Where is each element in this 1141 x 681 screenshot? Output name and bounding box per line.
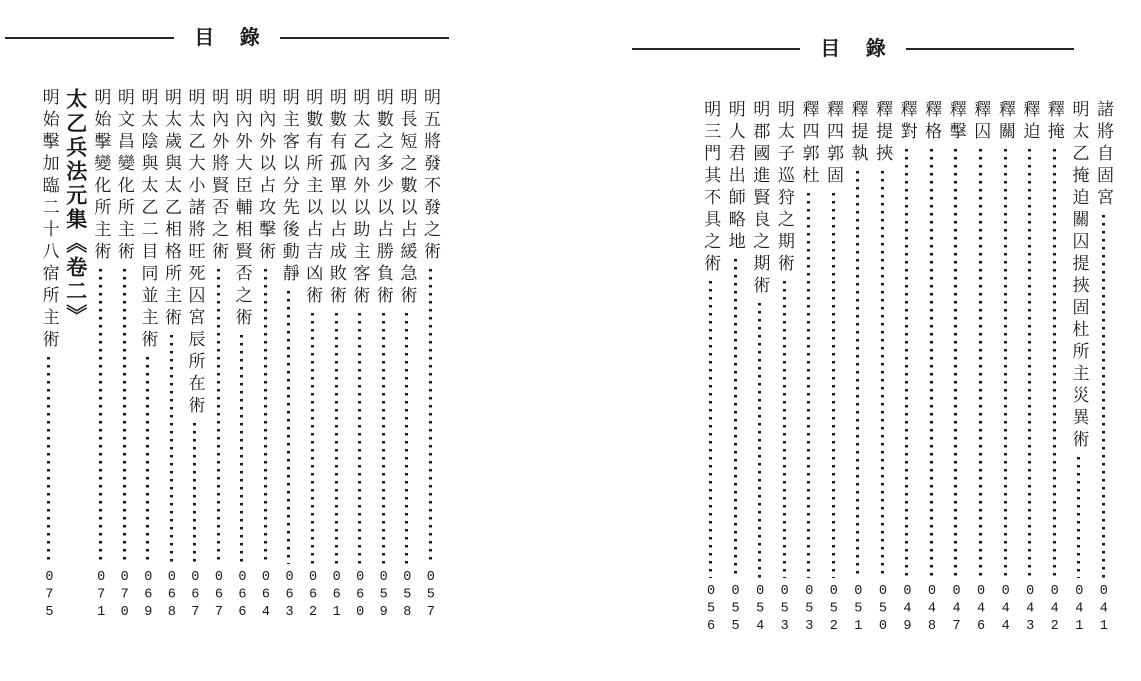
toc-entry (303, 88, 323, 622)
toc-entry-title: 明內外以占攻擊術 (256, 88, 276, 264)
toc-entry (114, 88, 134, 622)
toc-entry-title: 明三門其不具之術 (701, 100, 721, 276)
left-page-toc-header (5, 26, 449, 50)
toc-entry-page-number: 043 (1022, 583, 1038, 636)
header-rule-left (5, 37, 174, 39)
dot-leader (1077, 457, 1080, 578)
dot-leader (382, 313, 385, 564)
toc-entry-page-number: 058 (399, 569, 415, 622)
dot-leader (240, 335, 243, 564)
toc-entry-title: 太乙兵法元集《卷二》 (63, 88, 87, 328)
header-rule-right (280, 37, 449, 39)
dot-leader (832, 193, 835, 578)
toc-entry (39, 88, 59, 622)
toc-entry (185, 88, 205, 622)
header-rule-right (906, 48, 1074, 50)
toc-entry (995, 100, 1015, 636)
toc-title: 目 錄 (820, 38, 896, 60)
toc-entry-title: 釋迫 (1020, 100, 1040, 144)
dot-leader (807, 193, 810, 578)
volume-heading (63, 88, 87, 622)
toc-entry-title: 釋囚 (971, 100, 991, 144)
toc-entry-title: 明內外大臣輔相賢否之術 (232, 88, 252, 330)
dot-leader (734, 259, 737, 578)
toc-entry-title: 明太乙大小諸將旺死囚宮辰所在術 (185, 88, 205, 418)
toc-entry (373, 88, 393, 622)
dot-leader (881, 171, 884, 578)
toc-entry (750, 100, 770, 636)
toc-entry-page-number: 047 (949, 583, 965, 636)
toc-entry-page-number: 061 (329, 569, 345, 622)
dot-leader (429, 269, 432, 564)
toc-entry-title: 明數有孤單以占成敗術 (326, 88, 346, 308)
toc-entry-title: 明始擊變化所主術 (91, 88, 111, 264)
toc-entry-page-number: 050 (875, 583, 891, 636)
toc-entry-title: 釋格 (922, 100, 942, 144)
dot-leader (758, 303, 761, 578)
dot-leader (709, 281, 712, 578)
toc-entry-title: 明太乙內外以助主客術 (350, 88, 370, 308)
toc-entry-title: 明始擊加臨二十八宿所主術 (39, 88, 59, 352)
toc-entry (350, 88, 370, 622)
toc-entry-title: 明數有所主以占吉凶術 (303, 88, 323, 308)
dot-leader (99, 269, 102, 564)
toc-entry-page-number: 052 (826, 583, 842, 636)
toc-entry-page-number: 070 (117, 569, 133, 622)
toc-entry-page-number: 049 (899, 583, 915, 636)
dot-leader (979, 149, 982, 578)
toc-entry-page-number: 060 (352, 569, 368, 622)
toc-entry (946, 100, 966, 636)
toc-entry-title: 釋提挾 (873, 100, 893, 166)
toc-entry (161, 88, 181, 622)
toc-entry-title: 釋提執 (848, 100, 868, 166)
toc-entry-title: 釋四郭固 (823, 100, 843, 188)
toc-entry-title: 諸將自固宮 (1094, 100, 1113, 210)
dot-leader (311, 313, 314, 564)
toc-entry-title: 釋掩 (1044, 100, 1064, 144)
dot-leader (123, 269, 126, 564)
toc-entry-title: 明太陰與太乙二目同並主術 (138, 88, 158, 352)
dot-leader (783, 281, 786, 578)
toc-entry (1020, 100, 1040, 636)
dot-leader (264, 269, 267, 564)
toc-entry-title: 釋關 (995, 100, 1015, 144)
toc-entry-page-number: 066 (234, 569, 250, 622)
toc-entry-page-number: 048 (924, 583, 940, 636)
toc-entry (823, 100, 843, 636)
toc-entry-page-number: 067 (187, 569, 203, 622)
toc-entry-page-number: 059 (376, 569, 392, 622)
toc-entry-page-number: 046 (973, 583, 989, 636)
dot-leader (193, 423, 196, 564)
toc-entry-page-number: 055 (728, 583, 744, 636)
toc-entry-page-number: 063 (282, 569, 298, 622)
dot-leader (1053, 149, 1056, 578)
left-page-toc-entries (10, 88, 444, 622)
dot-leader (1028, 149, 1031, 578)
dot-leader (405, 313, 408, 564)
toc-entry (701, 100, 721, 636)
toc-entry (1044, 100, 1064, 636)
toc-entry (1069, 100, 1089, 636)
toc-entry-title: 明郡國進賢良之期術 (750, 100, 770, 298)
dot-leader (1102, 215, 1105, 578)
dot-leader (930, 149, 933, 578)
toc-entry-title: 明主客以分先後動靜 (279, 88, 299, 286)
toc-entry (326, 88, 346, 622)
toc-entry-title: 明太歲與太乙相格所主術 (161, 88, 181, 330)
toc-entry-page-number: 071 (93, 569, 109, 622)
toc-entry-title: 釋擊 (946, 100, 966, 144)
dot-leader (856, 171, 859, 578)
toc-entry (971, 100, 991, 636)
toc-entry (138, 88, 158, 622)
toc-entry (279, 88, 299, 622)
toc-entry-title: 釋四郭杜 (799, 100, 819, 188)
toc-entry (897, 100, 917, 636)
toc-entry-title: 明長短之數以占緩急術 (397, 88, 417, 308)
toc-entry (420, 88, 440, 622)
dot-leader (217, 269, 220, 564)
toc-entry (232, 88, 252, 622)
toc-entry (873, 100, 893, 636)
toc-entry (397, 88, 417, 622)
toc-entry-page-number: 056 (703, 583, 719, 636)
toc-entry-page-number: 067 (211, 569, 227, 622)
toc-entry (256, 88, 276, 622)
dot-leader (170, 335, 173, 564)
right-page-toc-entries (650, 100, 1118, 636)
dot-leader (1004, 149, 1007, 578)
toc-entry (209, 88, 229, 622)
toc-entry-page-number: 041 (1071, 583, 1087, 636)
toc-entry-page-number: 062 (305, 569, 321, 622)
dot-leader (358, 313, 361, 564)
toc-entry-title: 明太乙掩迫關囚提挾固杜所主災異術 (1069, 100, 1089, 452)
toc-entry-title: 明太子巡狩之期術 (774, 100, 794, 276)
toc-entry (799, 100, 819, 636)
dot-leader (47, 357, 50, 564)
toc-entry-title: 明文昌變化所主術 (114, 88, 134, 264)
toc-entry-title: 明人君出師略地 (725, 100, 745, 254)
toc-entry-page-number: 053 (777, 583, 793, 636)
toc-entry-page-number: 051 (850, 583, 866, 636)
toc-entry (922, 100, 942, 636)
toc-entry-page-number: 057 (423, 569, 439, 622)
toc-entry-page-number: 054 (752, 583, 768, 636)
toc-entry-page-number: 068 (164, 569, 180, 622)
toc-entry (1093, 100, 1113, 636)
toc-entry-page-number: 041 (1096, 583, 1112, 636)
toc-entry (848, 100, 868, 636)
toc-entry-page-number: 042 (1047, 583, 1063, 636)
toc-entry (91, 88, 111, 622)
dot-leader (905, 149, 908, 578)
toc-entry-page-number: 044 (998, 583, 1014, 636)
toc-entry-page-number: 053 (801, 583, 817, 636)
toc-entry-page-number: 064 (258, 569, 274, 622)
toc-entry-title: 明數之多少以占勝負術 (373, 88, 393, 308)
header-rule-left (632, 48, 800, 50)
right-page-toc-header (632, 37, 1074, 61)
dot-leader (954, 149, 957, 578)
dot-leader (335, 313, 338, 564)
dot-leader (146, 357, 149, 564)
toc-entry-page-number: 069 (140, 569, 156, 622)
toc-entry-page-number: 075 (41, 569, 57, 622)
toc-title: 目 錄 (194, 27, 270, 49)
toc-entry-title: 釋對 (897, 100, 917, 144)
toc-entry-title: 明五將發不發之術 (421, 88, 440, 264)
dot-leader (287, 291, 290, 564)
toc-entry-title: 明內外將賢否之術 (209, 88, 229, 264)
toc-entry (725, 100, 745, 636)
toc-entry (774, 100, 794, 636)
